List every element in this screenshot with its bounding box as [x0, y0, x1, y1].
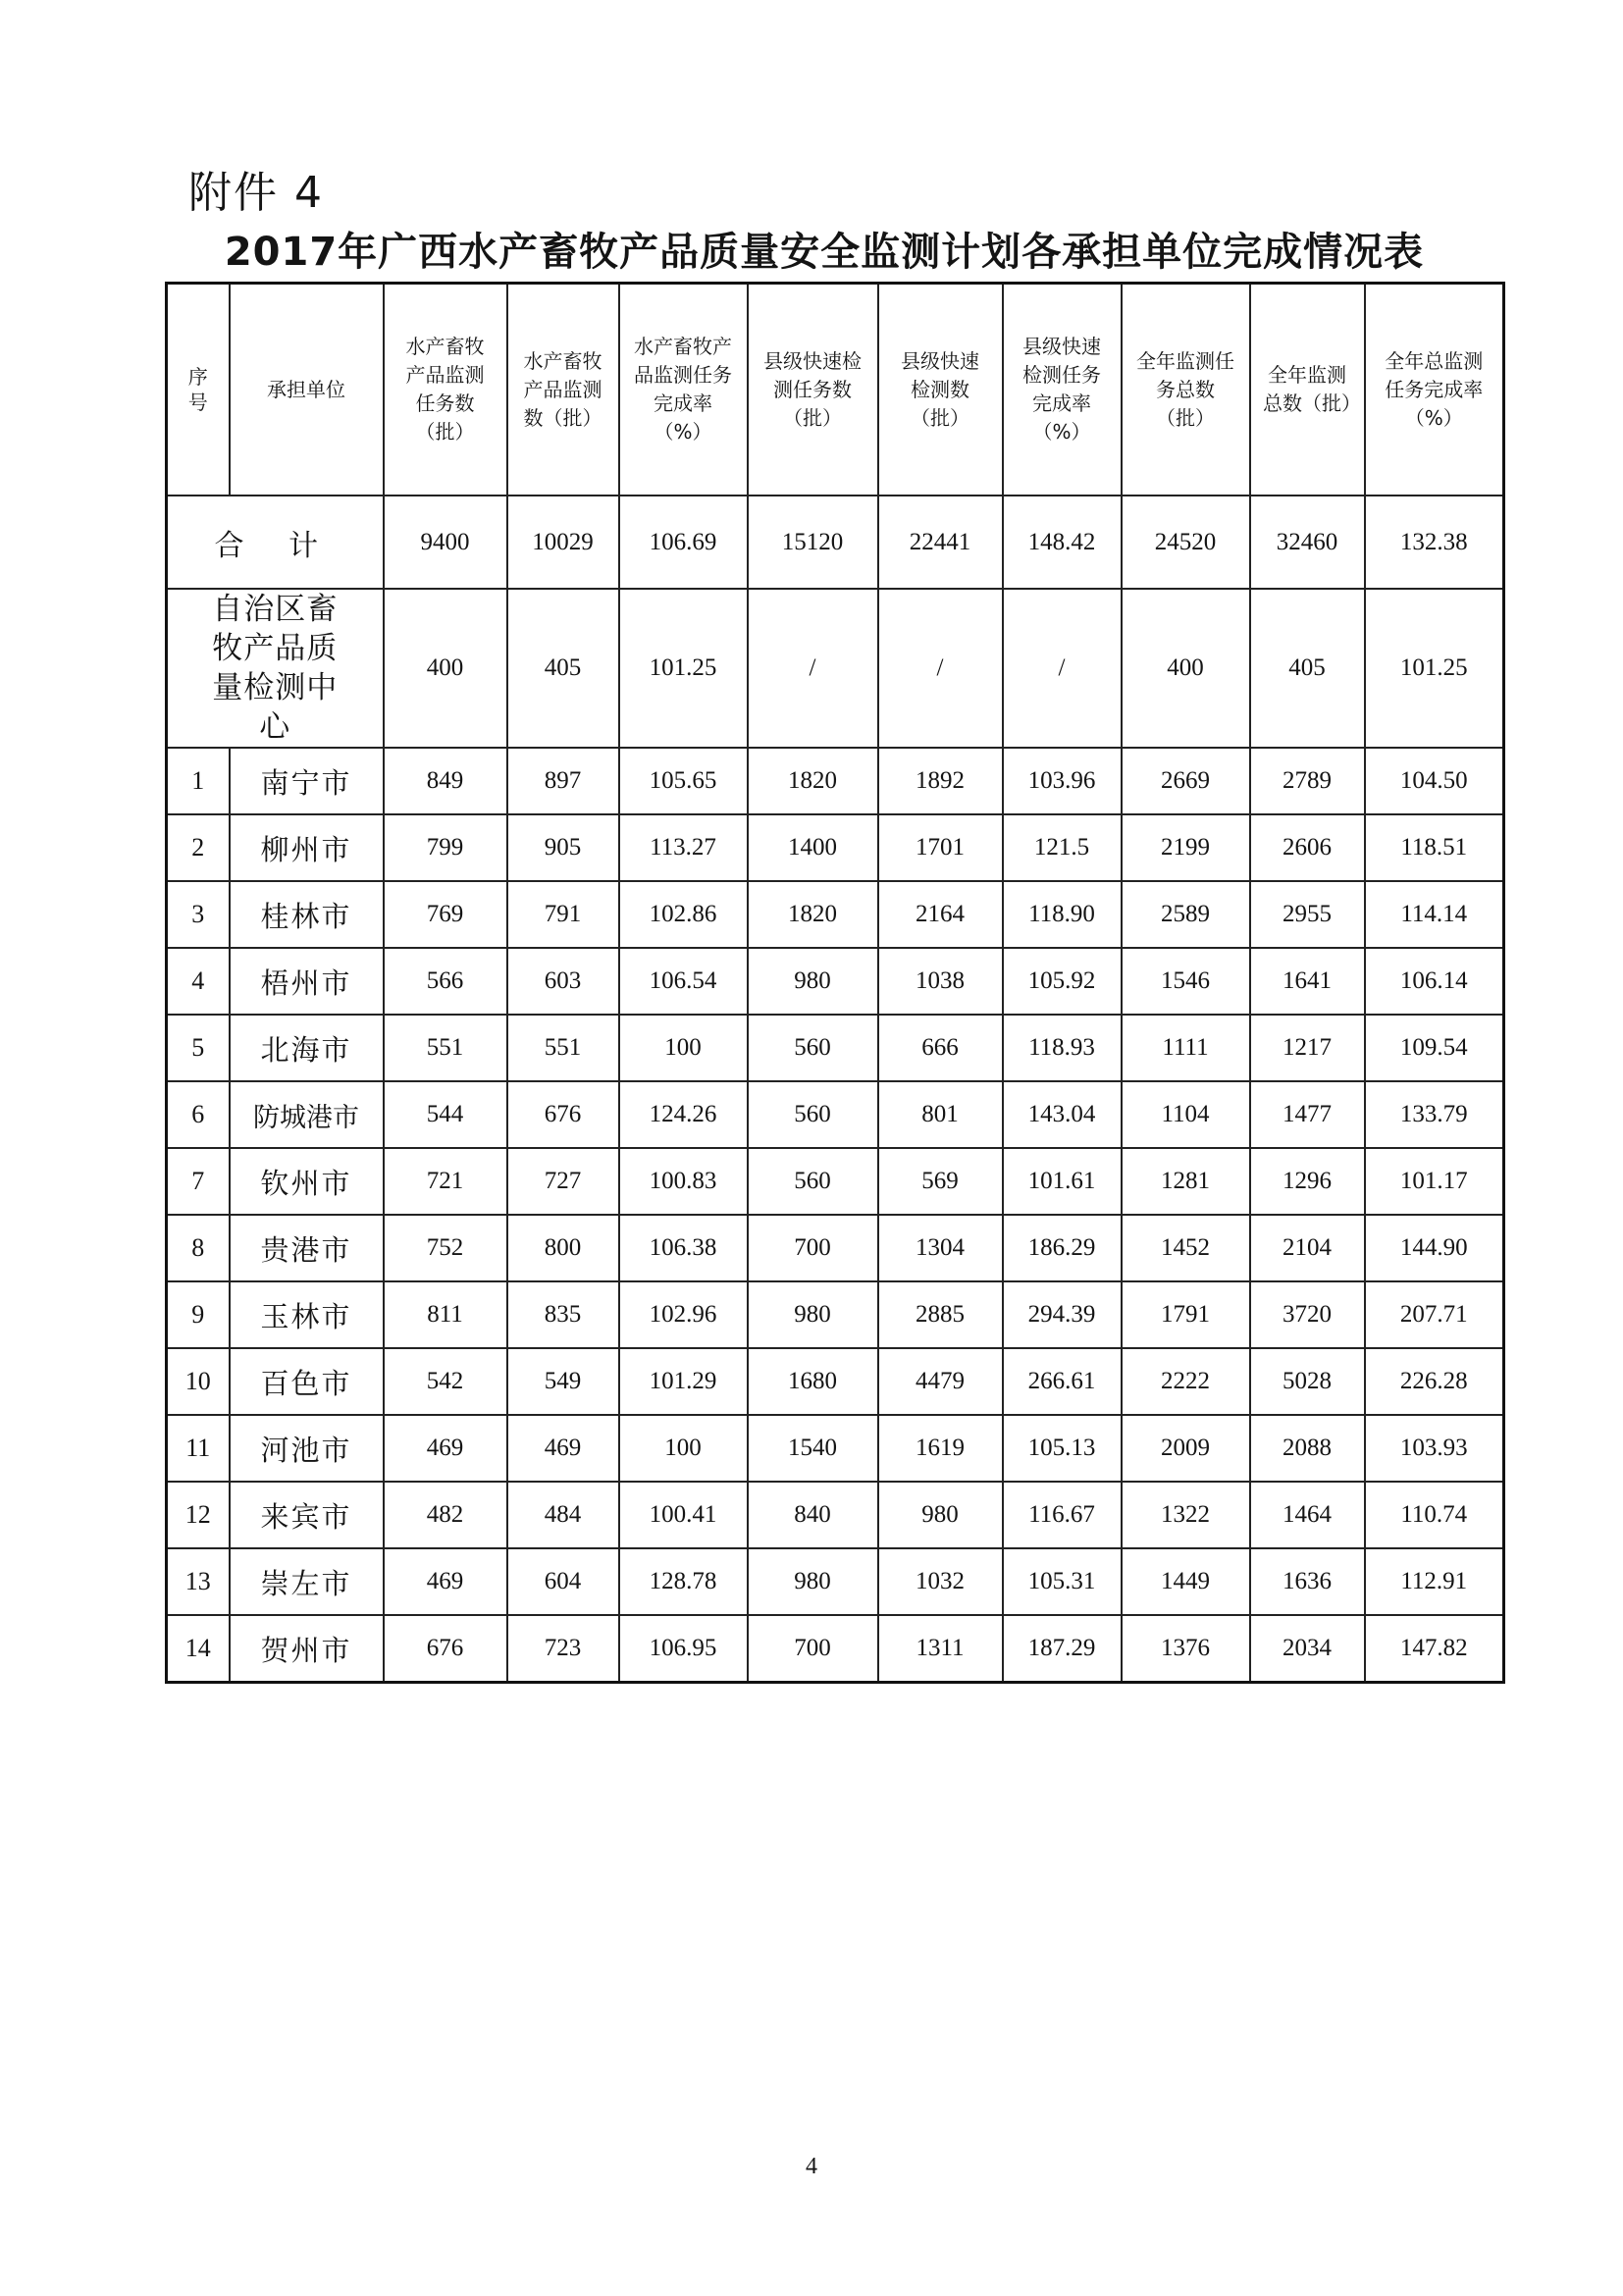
- table-row: [167, 1215, 1504, 1281]
- row-value-c6: 103.96: [1003, 748, 1122, 814]
- row-value-c8: 1636: [1250, 1548, 1365, 1615]
- row-value-c7: 2222: [1122, 1348, 1250, 1415]
- row-value-c3: 100.41: [619, 1482, 748, 1548]
- total-row: [167, 496, 1504, 589]
- row-value-c2: 469: [507, 1415, 619, 1482]
- row-value-c4: 560: [748, 1148, 878, 1215]
- row-unit: 贵港市: [230, 1215, 384, 1281]
- row-unit: 梧州市: [230, 948, 384, 1015]
- row-unit: 河池市: [230, 1415, 384, 1482]
- row-value-c1: 469: [384, 1415, 507, 1482]
- header-unit: 承担单位: [230, 284, 384, 496]
- row-value-c1: 811: [384, 1281, 507, 1348]
- row-value-c7: 1449: [1122, 1548, 1250, 1615]
- header-c8: 全年监测总数（批）: [1250, 284, 1365, 496]
- center-c5: /: [878, 589, 1003, 748]
- row-value-c4: 980: [748, 1281, 878, 1348]
- header-c7: 全年监测任务总数（批）: [1122, 284, 1250, 496]
- row-index: 14: [167, 1615, 230, 1683]
- row-value-c5: 1311: [878, 1615, 1003, 1683]
- total-c9: 132.38: [1365, 496, 1504, 589]
- row-index: 6: [167, 1081, 230, 1148]
- total-c5: 22441: [878, 496, 1003, 589]
- header-row: [167, 284, 1504, 496]
- center-c3: 101.25: [619, 589, 748, 748]
- row-value-c2: 549: [507, 1348, 619, 1415]
- row-index: 7: [167, 1148, 230, 1215]
- row-value-c6: 121.5: [1003, 814, 1122, 881]
- row-value-c2: 905: [507, 814, 619, 881]
- row-value-c6: 143.04: [1003, 1081, 1122, 1148]
- header-index: 序号: [167, 284, 230, 496]
- completion-table: [165, 282, 1505, 1684]
- row-value-c4: 700: [748, 1615, 878, 1683]
- row-value-c9: 207.71: [1365, 1281, 1504, 1348]
- row-value-c6: 294.39: [1003, 1281, 1122, 1348]
- row-value-c9: 103.93: [1365, 1415, 1504, 1482]
- row-value-c2: 791: [507, 881, 619, 948]
- row-value-c3: 106.38: [619, 1215, 748, 1281]
- center-label: 自治区畜牧产品质量检测中心: [167, 589, 384, 748]
- attachment-label: 附件 4: [188, 168, 324, 218]
- row-value-c8: 1217: [1250, 1015, 1365, 1081]
- row-unit: 柳州市: [230, 814, 384, 881]
- row-value-c3: 128.78: [619, 1548, 748, 1615]
- row-value-c9: 147.82: [1365, 1615, 1504, 1683]
- row-value-c6: 105.31: [1003, 1548, 1122, 1615]
- table-row: [167, 1015, 1504, 1081]
- center-c8: 405: [1250, 589, 1365, 748]
- row-index: 12: [167, 1482, 230, 1548]
- row-unit: 桂林市: [230, 881, 384, 948]
- row-value-c3: 100.83: [619, 1148, 748, 1215]
- row-value-c5: 1304: [878, 1215, 1003, 1281]
- center-c7: 400: [1122, 589, 1250, 748]
- row-value-c8: 2034: [1250, 1615, 1365, 1683]
- total-c4: 15120: [748, 496, 878, 589]
- row-value-c4: 980: [748, 1548, 878, 1615]
- row-unit: 北海市: [230, 1015, 384, 1081]
- row-value-c3: 124.26: [619, 1081, 748, 1148]
- row-value-c5: 1032: [878, 1548, 1003, 1615]
- row-value-c6: 118.90: [1003, 881, 1122, 948]
- row-value-c7: 1104: [1122, 1081, 1250, 1148]
- header-c9: 全年总监测任务完成率（%）: [1365, 284, 1504, 496]
- center-c2: 405: [507, 589, 619, 748]
- row-value-c9: 114.14: [1365, 881, 1504, 948]
- row-value-c4: 700: [748, 1215, 878, 1281]
- center-row: [167, 589, 1504, 748]
- row-value-c4: 1680: [748, 1348, 878, 1415]
- row-value-c3: 102.86: [619, 881, 748, 948]
- total-c1: 9400: [384, 496, 507, 589]
- row-unit: 百色市: [230, 1348, 384, 1415]
- row-index: 4: [167, 948, 230, 1015]
- row-value-c2: 835: [507, 1281, 619, 1348]
- document-title: 2017年广西水产畜牧产品质量安全监测计划各承担单位完成情况表: [224, 230, 1425, 275]
- row-value-c9: 133.79: [1365, 1081, 1504, 1148]
- table-row: [167, 1482, 1504, 1548]
- row-value-c5: 2164: [878, 881, 1003, 948]
- row-value-c7: 2009: [1122, 1415, 1250, 1482]
- row-value-c9: 226.28: [1365, 1348, 1504, 1415]
- total-c3: 106.69: [619, 496, 748, 589]
- row-unit: 玉林市: [230, 1281, 384, 1348]
- row-value-c5: 4479: [878, 1348, 1003, 1415]
- row-value-c4: 1400: [748, 814, 878, 881]
- row-value-c9: 109.54: [1365, 1015, 1504, 1081]
- row-value-c6: 118.93: [1003, 1015, 1122, 1081]
- center-c6: /: [1003, 589, 1122, 748]
- table-row: [167, 1415, 1504, 1482]
- table-row: [167, 948, 1504, 1015]
- row-value-c3: 100: [619, 1415, 748, 1482]
- row-value-c2: 897: [507, 748, 619, 814]
- row-value-c5: 980: [878, 1482, 1003, 1548]
- table-row: [167, 1348, 1504, 1415]
- row-value-c6: 116.67: [1003, 1482, 1122, 1548]
- row-value-c2: 723: [507, 1615, 619, 1683]
- row-value-c8: 2955: [1250, 881, 1365, 948]
- row-value-c1: 752: [384, 1215, 507, 1281]
- table-row: [167, 814, 1504, 881]
- row-value-c8: 3720: [1250, 1281, 1365, 1348]
- row-value-c5: 801: [878, 1081, 1003, 1148]
- row-value-c5: 666: [878, 1015, 1003, 1081]
- row-value-c5: 1619: [878, 1415, 1003, 1482]
- center-c1: 400: [384, 589, 507, 748]
- table-row: [167, 748, 1504, 814]
- row-value-c7: 2669: [1122, 748, 1250, 814]
- row-value-c1: 769: [384, 881, 507, 948]
- row-value-c4: 560: [748, 1015, 878, 1081]
- row-index: 2: [167, 814, 230, 881]
- row-value-c2: 727: [507, 1148, 619, 1215]
- row-value-c6: 187.29: [1003, 1615, 1122, 1683]
- table-row: [167, 1615, 1504, 1683]
- row-value-c1: 676: [384, 1615, 507, 1683]
- row-value-c8: 2789: [1250, 748, 1365, 814]
- row-value-c1: 542: [384, 1348, 507, 1415]
- row-unit: 钦州市: [230, 1148, 384, 1215]
- row-value-c7: 2199: [1122, 814, 1250, 881]
- row-value-c4: 1540: [748, 1415, 878, 1482]
- row-unit: 贺州市: [230, 1615, 384, 1683]
- row-value-c2: 551: [507, 1015, 619, 1081]
- total-c2: 10029: [507, 496, 619, 589]
- header-c1: 水产畜牧产品监测任务数（批）: [384, 284, 507, 496]
- header-c6: 县级快速检测任务完成率（%）: [1003, 284, 1122, 496]
- row-value-c7: 1452: [1122, 1215, 1250, 1281]
- row-value-c7: 1111: [1122, 1015, 1250, 1081]
- row-value-c8: 1477: [1250, 1081, 1365, 1148]
- row-value-c1: 721: [384, 1148, 507, 1215]
- row-value-c4: 840: [748, 1482, 878, 1548]
- row-index: 8: [167, 1215, 230, 1281]
- table-row: [167, 1548, 1504, 1615]
- row-value-c2: 676: [507, 1081, 619, 1148]
- row-value-c6: 186.29: [1003, 1215, 1122, 1281]
- row-value-c4: 1820: [748, 881, 878, 948]
- center-c4: /: [748, 589, 878, 748]
- row-value-c3: 106.54: [619, 948, 748, 1015]
- row-value-c3: 102.96: [619, 1281, 748, 1348]
- row-value-c2: 604: [507, 1548, 619, 1615]
- row-index: 10: [167, 1348, 230, 1415]
- row-value-c7: 1376: [1122, 1615, 1250, 1683]
- row-value-c4: 560: [748, 1081, 878, 1148]
- row-unit: 南宁市: [230, 748, 384, 814]
- header-c2: 水产畜牧产品监测数（批）: [507, 284, 619, 496]
- row-value-c3: 105.65: [619, 748, 748, 814]
- row-value-c8: 2088: [1250, 1415, 1365, 1482]
- row-unit: 防城港市: [230, 1081, 384, 1148]
- row-value-c4: 980: [748, 948, 878, 1015]
- row-value-c5: 1892: [878, 748, 1003, 814]
- row-index: 13: [167, 1548, 230, 1615]
- row-index: 11: [167, 1415, 230, 1482]
- row-value-c6: 266.61: [1003, 1348, 1122, 1415]
- row-value-c5: 2885: [878, 1281, 1003, 1348]
- row-unit: 崇左市: [230, 1548, 384, 1615]
- row-index: 5: [167, 1015, 230, 1081]
- row-value-c8: 5028: [1250, 1348, 1365, 1415]
- row-value-c9: 144.90: [1365, 1215, 1504, 1281]
- center-c9: 101.25: [1365, 589, 1504, 748]
- row-value-c4: 1820: [748, 748, 878, 814]
- row-index: 1: [167, 748, 230, 814]
- row-value-c1: 469: [384, 1548, 507, 1615]
- row-value-c2: 800: [507, 1215, 619, 1281]
- row-unit: 来宾市: [230, 1482, 384, 1548]
- row-value-c2: 484: [507, 1482, 619, 1548]
- city-rows: [167, 748, 1504, 1683]
- header-c3: 水产畜牧产品监测任务完成率（%）: [619, 284, 748, 496]
- row-value-c7: 1322: [1122, 1482, 1250, 1548]
- table-row: [167, 1281, 1504, 1348]
- total-label: 合 计: [167, 496, 384, 589]
- row-value-c8: 1296: [1250, 1148, 1365, 1215]
- row-value-c9: 104.50: [1365, 748, 1504, 814]
- row-value-c7: 1791: [1122, 1281, 1250, 1348]
- total-c8: 32460: [1250, 496, 1365, 589]
- row-value-c5: 1701: [878, 814, 1003, 881]
- row-value-c3: 113.27: [619, 814, 748, 881]
- total-c7: 24520: [1122, 496, 1250, 589]
- row-value-c8: 2104: [1250, 1215, 1365, 1281]
- row-value-c6: 105.92: [1003, 948, 1122, 1015]
- row-index: 3: [167, 881, 230, 948]
- row-value-c9: 106.14: [1365, 948, 1504, 1015]
- row-value-c8: 1464: [1250, 1482, 1365, 1548]
- row-value-c9: 101.17: [1365, 1148, 1504, 1215]
- page-number: 4: [806, 2154, 817, 2179]
- row-value-c8: 1641: [1250, 948, 1365, 1015]
- row-value-c1: 544: [384, 1081, 507, 1148]
- row-value-c6: 105.13: [1003, 1415, 1122, 1482]
- row-value-c7: 1546: [1122, 948, 1250, 1015]
- row-value-c1: 566: [384, 948, 507, 1015]
- row-value-c2: 603: [507, 948, 619, 1015]
- table-row: [167, 1148, 1504, 1215]
- table-row: [167, 1081, 1504, 1148]
- row-value-c1: 849: [384, 748, 507, 814]
- table-row: [167, 881, 1504, 948]
- row-value-c5: 569: [878, 1148, 1003, 1215]
- row-value-c6: 101.61: [1003, 1148, 1122, 1215]
- row-index: 9: [167, 1281, 230, 1348]
- row-value-c9: 112.91: [1365, 1548, 1504, 1615]
- row-value-c3: 100: [619, 1015, 748, 1081]
- row-value-c1: 551: [384, 1015, 507, 1081]
- total-c6: 148.42: [1003, 496, 1122, 589]
- row-value-c7: 2589: [1122, 881, 1250, 948]
- row-value-c9: 118.51: [1365, 814, 1504, 881]
- row-value-c5: 1038: [878, 948, 1003, 1015]
- header-c4: 县级快速检测任务数（批）: [748, 284, 878, 496]
- row-value-c1: 482: [384, 1482, 507, 1548]
- row-value-c1: 799: [384, 814, 507, 881]
- row-value-c9: 110.74: [1365, 1482, 1504, 1548]
- row-value-c3: 101.29: [619, 1348, 748, 1415]
- header-c5: 县级快速检测数（批）: [878, 284, 1003, 496]
- row-value-c8: 2606: [1250, 814, 1365, 881]
- row-value-c7: 1281: [1122, 1148, 1250, 1215]
- row-value-c3: 106.95: [619, 1615, 748, 1683]
